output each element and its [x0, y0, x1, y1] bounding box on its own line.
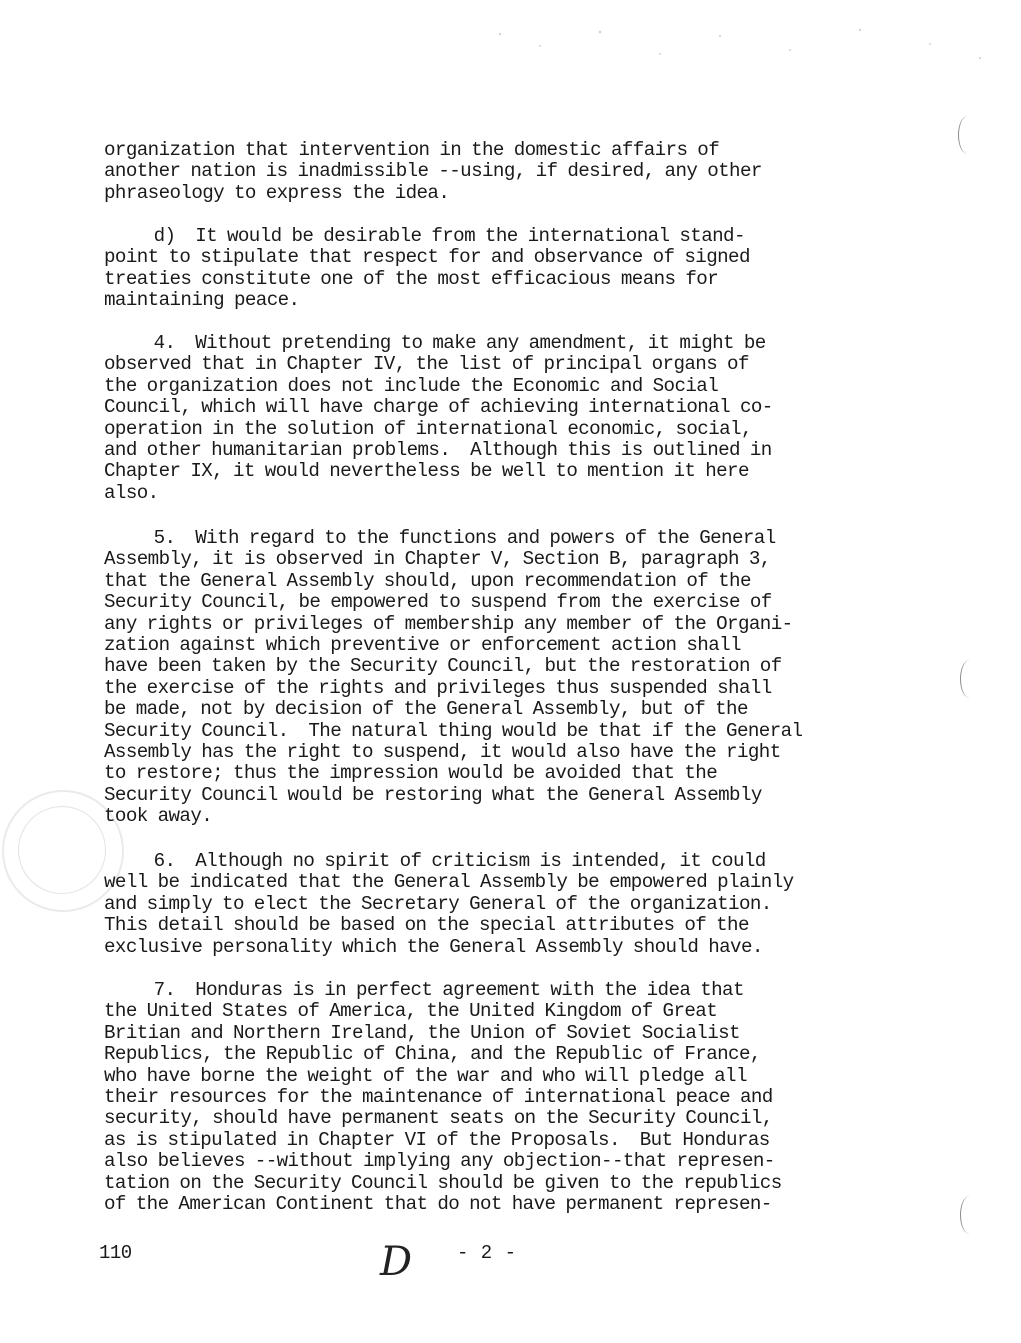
text-line: treaties constitute one of the most efficacious means for: [104, 267, 719, 290]
paragraph-4: [104, 333, 944, 504]
text-line: and simply to elect the Secretary General of the organization.: [104, 892, 772, 915]
text-line: Republics, the Republic of China, and the Republic of France,: [104, 1043, 761, 1066]
punch-hole-icon: [960, 660, 979, 698]
text-line: took away.: [104, 805, 213, 828]
text-line: organization that intervention in the domestic affairs of: [104, 139, 720, 161]
text-line: observed that in Chapter IV, the list of principal organs of: [104, 353, 749, 376]
text-line: Council, which will have charge of achieving international co-: [104, 396, 773, 419]
text-line: also believes --without implying any objection--that represen-: [104, 1150, 775, 1173]
text-line: Chapter IX, it would nevertheless be well to mention it here: [104, 460, 749, 483]
text-line: 7. Honduras is in perfect agreement with the idea that: [104, 979, 744, 1001]
text-line: Britian and Northern Ireland, the Union of Soviet Socialist: [104, 1021, 740, 1044]
text-line: to restore; thus the impression would be avoided that the: [104, 762, 718, 785]
text-line: Assembly, it is observed in Chapter V, Section B, paragraph 3,: [104, 548, 771, 571]
text-line: the organization does not include the Economic and Social: [104, 374, 719, 397]
text-line: Security Council, be empowered to suspend from the exercise of: [104, 591, 772, 614]
text-line: 5. With regard to the functions and powers of the General: [104, 527, 776, 549]
text-line: 4. Without pretending to make any amendment, it might be: [104, 332, 766, 354]
text-line: also.: [104, 481, 159, 504]
text-line: exclusive personality which the General Assembly should have.: [104, 935, 763, 958]
punch-hole-icon: [960, 1196, 979, 1234]
punch-hole-icon: [958, 116, 977, 154]
scan-artifact-icon: [480, 14, 1000, 74]
text-line: tation on the Security Council should be given to the republics: [104, 1171, 782, 1194]
document-number: 110: [99, 1242, 132, 1264]
text-line: Security Council. The natural thing would be that if the General: [104, 719, 803, 742]
paragraph-d: [104, 226, 944, 312]
text-line: phraseology to express the idea.: [104, 181, 450, 204]
text-line: who have borne the weight of the war and who will pledge all: [104, 1064, 747, 1087]
archive-stamp-inner-ring: [18, 806, 106, 894]
text-line: another nation is inadmissible --using, if desired, any other: [104, 160, 762, 183]
text-line: as is stipulated in Chapter VI of the Proposals. But Honduras: [104, 1128, 770, 1151]
text-line: well be indicated that the General Assembly be empowered plainly: [104, 871, 794, 894]
text-line: operation in the solution of international economic, social,: [104, 417, 752, 440]
text-line: Security Council would be restoring what the General Assembly: [104, 783, 762, 806]
text-line: and other humanitarian problems. Although this is outlined in: [104, 439, 772, 462]
text-line: of the American Continent that do not have permanent represen-: [104, 1193, 772, 1216]
text-line: that the General Assembly should, upon recommendation of the: [104, 569, 751, 592]
text-line: the exercise of the rights and privileges thus suspended shall: [104, 676, 772, 699]
page-number: - 2 -: [457, 1242, 517, 1264]
paragraph-6: [104, 851, 944, 958]
text-line: zation against which preventive or enforcement action shall: [104, 634, 741, 657]
text-line: their resources for the maintenance of international peace and: [104, 1086, 773, 1109]
handwritten-mark: D: [380, 1239, 413, 1285]
paragraph-7: [104, 980, 944, 1215]
text-line: 6. Although no spirit of criticism is intended, it could: [104, 850, 766, 872]
text-line: point to stipulate that respect for and observance of signed: [104, 246, 750, 269]
text-line: Assembly has the right to suspend, it would also have the right: [104, 741, 781, 764]
text-line: the United States of America, the United Kingdom of Great: [104, 1000, 718, 1023]
text-line: have been taken by the Security Council, but the restoration of: [104, 655, 782, 678]
paragraph-5: [104, 528, 944, 828]
text-line: maintaining peace.: [104, 289, 300, 312]
text-line: d) It would be desirable from the international stand-: [104, 225, 745, 247]
paragraph-continuation: [104, 140, 944, 204]
text-line: any rights or privileges of membership any member of the Organi-: [104, 612, 793, 635]
text-line: security, should have permanent seats on the Security Council,: [104, 1107, 773, 1130]
text-line: This detail should be based on the special attributes of the: [104, 914, 749, 937]
text-line: be made, not by decision of the General Assembly, but of the: [104, 698, 748, 721]
